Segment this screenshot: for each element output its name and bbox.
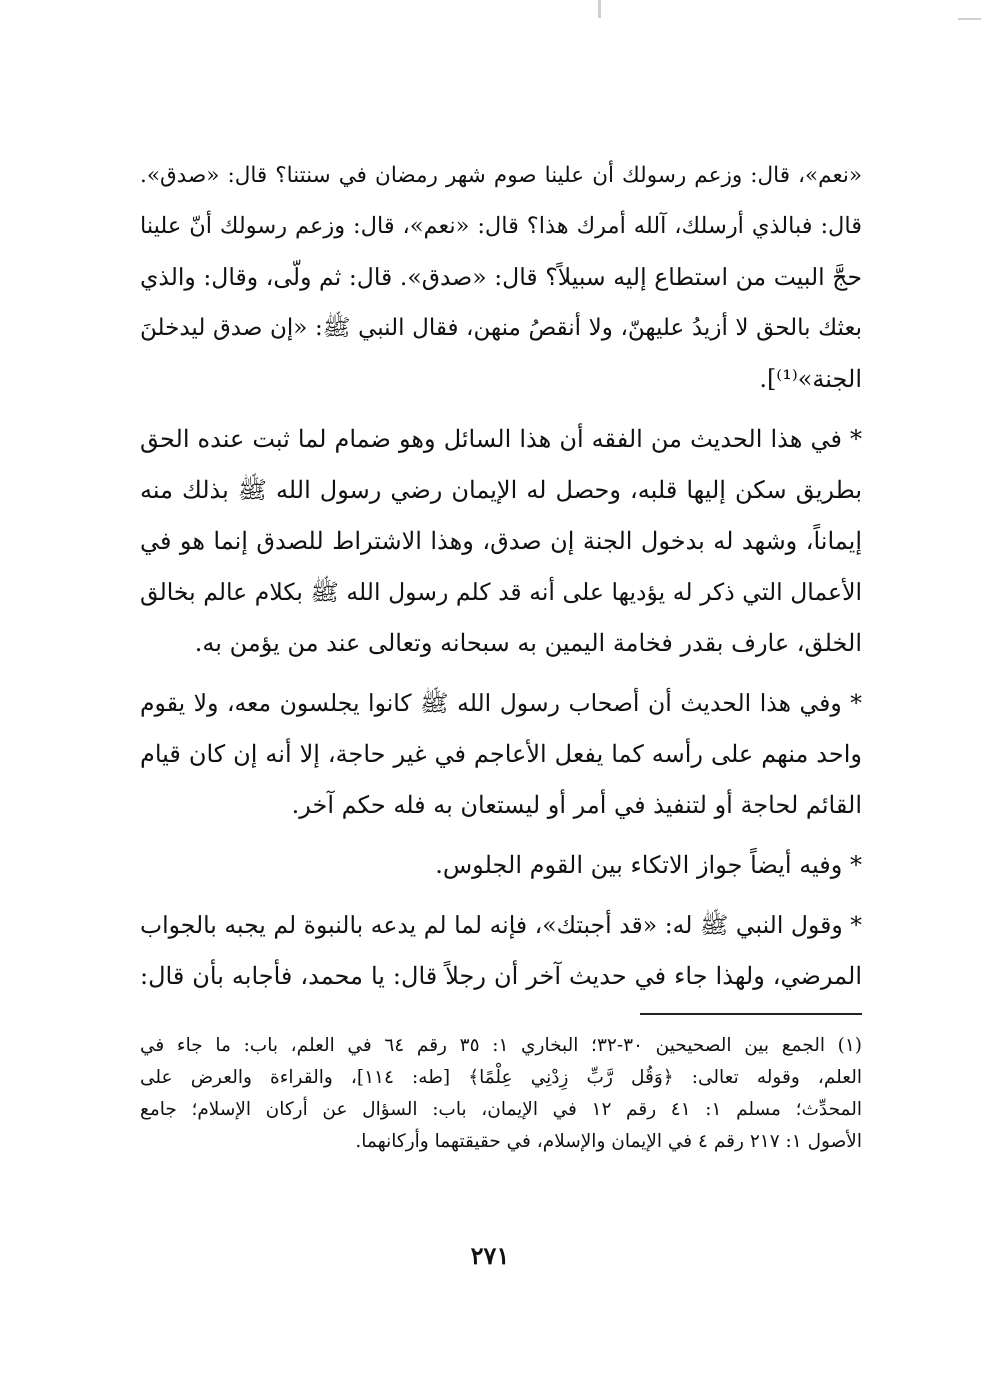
text-line: * في هذا الحديث من الفقه أن هذا السائل وهو ضمام لما ثبت عنده الحق [140, 425, 863, 453]
page-number: ٢٧١ [470, 1241, 510, 1270]
scan-artifact-top [598, 0, 601, 18]
footnote-separator [640, 1013, 862, 1015]
text-line: واحد منهم على رأسه كما يفعل الأعاجم في غير حاجة، إلا أنه إن كان قيام [140, 740, 862, 768]
text-line: * وقول النبي ﷺ له: «قد أجبتك»، فإنه لما لم يدعه بالنبوة لم يجبه بالجواب [140, 911, 862, 939]
footnote-line: (١) الجمع بين الصحيحين ٣٠-٣٢؛ البخاري ١: ٣٥ رقم ٦٤ في العلم، باب: ما جاء في [140, 1035, 862, 1056]
paragraph-3 [140, 678, 862, 831]
scan-artifact-corner [958, 18, 981, 20]
text-line: الجنة»⁽¹⁾]. [759, 365, 862, 393]
text-line: حجَّ البيت من استطاع إليه سبيلاً؟ قال: «صدق». قال: ثم ولّى، وقال: والذي [140, 263, 862, 291]
footnote-line: العلم، وقوله تعالى: ﴿وَقُل رَّبِّ زِدْنِي عِلْمًا﴾ [طه: ١١٤]، والقراءة والعرض على [140, 1067, 862, 1088]
text-line: بعثك بالحق لا أزيدُ عليهنّ، ولا أنقصُ منهن، فقال النبي ﷺ: «إن صدق ليدخلنَ [140, 315, 862, 341]
text-line: الأعمال التي ذكر له يؤديها على أنه قد كلم رسول الله ﷺ بكلام عالم بخالق [140, 578, 863, 606]
footnote-line: الأصول ١: ٢١٧ رقم ٤ في الإيمان والإسلام، في حقيقتهما وأركانهما. [355, 1131, 862, 1152]
text-line: القائم لحاجة أو لتنفيذ في أمر أو ليستعان به فله حكم آخر. [291, 791, 862, 819]
paragraph-2 [140, 414, 862, 669]
footnote-line: المحدِّث؛ مسلم ١: ٤١ رقم ١٢ في الإيمان، باب: السؤال عن أركان الإسلام؛ جامع [140, 1099, 862, 1120]
paragraph-5 [140, 900, 862, 1002]
text-line: إيماناً، وشهد له بدخول الجنة إن صدق، وهذا الاشتراط للصدق إنما هو في [140, 527, 862, 555]
text-line: قال: فبالذي أرسلك، آلله أمرك هذا؟ قال: «نعم»، قال: وزعم رسولك أنّ علينا [140, 213, 862, 239]
paragraph-4 [140, 840, 862, 891]
text-line: * وفيه أيضاً جواز الاتكاء بين القوم الجلوس. [435, 851, 862, 879]
text-line: * وفي هذا الحديث أن أصحاب رسول الله ﷺ كانوا يجلسون معه، ولا يقوم [140, 689, 862, 717]
footnotes [140, 1030, 862, 1158]
paragraph-1 [140, 150, 862, 405]
text-line: «نعم»، قال: وزعم رسولك أن علينا صوم شهر رمضان في سنتنا؟ قال: «صدق». [140, 163, 862, 188]
text-line: المرضي، ولهذا جاء في حديث آخر أن رجلاً قال: يا محمد، فأجابه بأن قال: [140, 962, 862, 990]
main-text [140, 150, 862, 1002]
text-line: الخلق، عارف بقدر فخامة اليمين به سبحانه وتعالى عند من يؤمن به. [194, 629, 862, 657]
text-line: بطريق سكن إليها قلبه، وحصل له الإيمان رضي رسول الله ﷺ بذلك منه [140, 476, 862, 504]
